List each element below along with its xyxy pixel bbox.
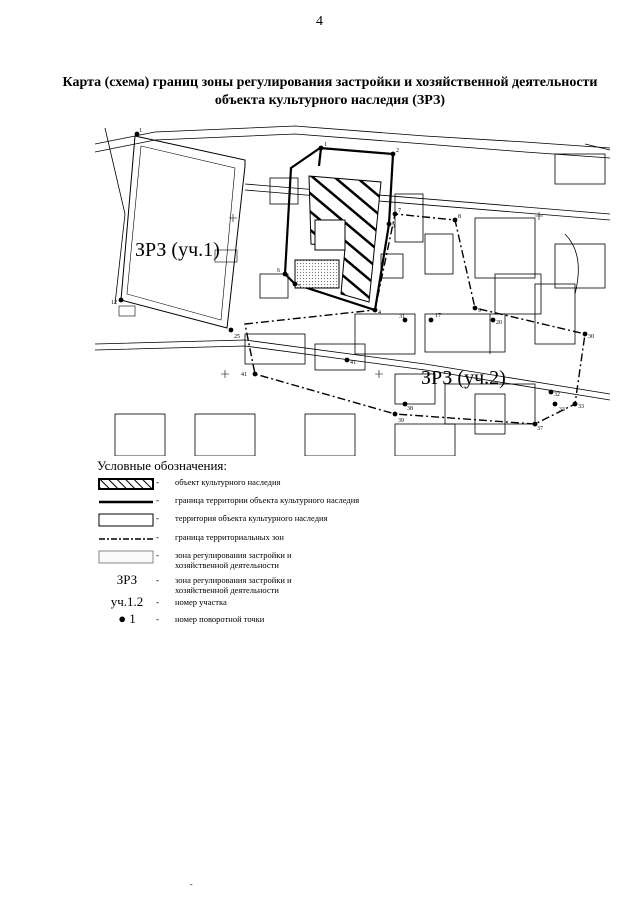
legend-dash: - — [156, 614, 159, 624]
svg-text:30: 30 — [588, 334, 594, 340]
svg-text:3: 3 — [392, 224, 395, 230]
dash-dot-line-icon — [97, 532, 157, 546]
thick-line-icon — [97, 495, 157, 509]
zone-label-plot-1: ЗРЗ (уч.1) — [135, 239, 220, 261]
legend-text: номер поворотной точки — [175, 614, 265, 624]
svg-text:12: 12 — [111, 300, 117, 306]
legend-dash: - — [156, 550, 159, 560]
page-number: 4 — [316, 14, 323, 29]
plot-number-symbol: уч.1.2 — [110, 594, 144, 609]
svg-text:33: 33 — [559, 407, 565, 413]
svg-text:17: 17 — [435, 313, 441, 319]
legend-dash: - — [156, 575, 159, 585]
legend-text: объект культурного наследия — [175, 477, 281, 487]
legend-dash: - — [156, 495, 159, 505]
zone-code-symbol: ЗРЗ — [116, 572, 138, 587]
svg-text:37: 37 — [537, 426, 543, 432]
zone-map — [95, 124, 610, 456]
legend-title: Условные обозначения: — [97, 458, 228, 473]
svg-text:32: 32 — [554, 392, 560, 398]
legend-text: зона регулирования застройки и хозяйственной деятельности — [175, 575, 292, 595]
map-title: Карта (схема) границ зоны регулирования застройки и хозяйственной деятельности объекта культурного наследия (ЗРЗ) — [62, 75, 598, 108]
svg-text:4: 4 — [378, 310, 381, 316]
footer-mark: - — [190, 880, 193, 889]
map-drawing — [95, 124, 610, 456]
legend-dash: - — [156, 532, 159, 542]
legend-text: граница территории объекта культурного наследия — [175, 495, 360, 505]
svg-text:41: 41 — [350, 360, 356, 366]
plot-1-block — [119, 136, 245, 328]
plain-rect-icon — [97, 513, 157, 527]
point-icon: ● — [118, 611, 127, 626]
light-rect-icon — [97, 550, 157, 564]
svg-text:1: 1 — [324, 142, 327, 148]
legend-text: территория объекта культурного наследия — [175, 513, 328, 523]
svg-text:9: 9 — [478, 308, 481, 314]
svg-text:5: 5 — [298, 284, 301, 290]
zone-label-plot-2: ЗРЗ (уч.2) — [421, 367, 506, 389]
legend-dash: - — [156, 597, 159, 607]
legend-text: граница территориальных зон — [175, 532, 284, 542]
legend-text: номер участка — [175, 597, 227, 607]
svg-text:6: 6 — [277, 268, 280, 274]
legend-text: зона регулирования застройки и хозяйственной деятельности — [175, 550, 292, 570]
turning-point-symbol: ● 1 — [118, 611, 136, 626]
svg-text:2: 2 — [396, 148, 399, 154]
legend-dash: - — [156, 477, 159, 487]
svg-text:41: 41 — [241, 372, 247, 378]
svg-text:33: 33 — [578, 404, 584, 410]
hatched-rect-icon — [97, 477, 157, 491]
legend-dash: - — [156, 513, 159, 523]
svg-text:39: 39 — [398, 418, 404, 424]
svg-text:8: 8 — [458, 214, 461, 220]
svg-text:25: 25 — [234, 334, 240, 340]
svg-text:31: 31 — [399, 314, 405, 320]
svg-text:7: 7 — [398, 208, 401, 214]
svg-text:38: 38 — [407, 406, 413, 412]
svg-text:20: 20 — [496, 320, 502, 326]
svg-text:1: 1 — [139, 128, 142, 134]
